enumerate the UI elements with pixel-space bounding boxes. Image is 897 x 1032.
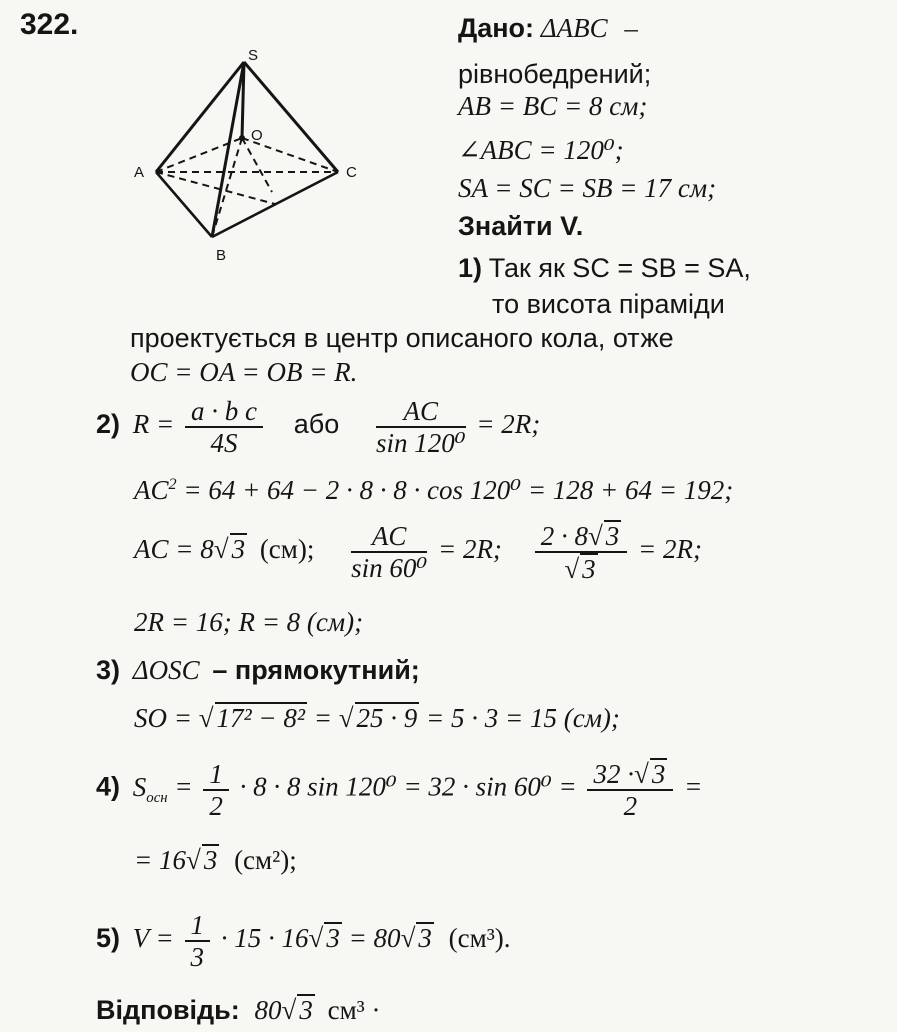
step5-frac (185, 910, 211, 972)
step2-line2 (134, 474, 733, 506)
step3-mid-eq: = (313, 703, 332, 733)
step1-line2: то висота піраміди (492, 289, 725, 319)
label-o: O (251, 127, 263, 144)
step3-line2: SO = √ 17² − 8² = √ 25 · 9 = 5 · 3 = 15 (см); (134, 703, 620, 733)
step2-line2-rhs: = 64 + 64 − 2 · 8 · 8 · cos 120⁰ = 128 + 64 = 192; (183, 475, 734, 505)
answer-unit: см³ · (327, 995, 381, 1025)
step4-frac-den: 2 (209, 790, 223, 821)
step2-ac-unit: (см); (259, 534, 315, 565)
step2-line2-lhs: AC (134, 475, 169, 505)
step1-line3: проектується в центр описаного кола, отже (130, 323, 674, 353)
step4-frac2-num-a: 32 · (593, 759, 634, 789)
step5-mid: · 15 · 16 (220, 923, 309, 954)
step3-text: – прямокутний; (212, 655, 420, 685)
step2-ac-rad: 3 (231, 534, 246, 565)
given-dash: – (624, 13, 638, 43)
step2-eq4: = 2R; (638, 534, 702, 565)
step3-so-rhs: = 5 · 3 = 15 (см); (426, 703, 620, 733)
given-find: Знайти V. (458, 211, 584, 241)
step2-line4: 2R = 16; R = 8 (см); (134, 607, 364, 637)
step2-or: або (293, 409, 340, 440)
step4-frac (203, 759, 229, 821)
label-s: S (248, 47, 259, 64)
segment-a-mid-bc (156, 172, 275, 204)
step2-frac4-num-a: 2 · 8 (540, 521, 588, 551)
given-angle: ∠ABC = 120⁰; (458, 135, 624, 165)
label-c: C (346, 164, 357, 181)
answer-value: 80 (254, 995, 282, 1025)
step4-s: S (132, 771, 147, 802)
edge-sa (156, 62, 244, 172)
step2-line1 (96, 396, 540, 458)
step4-s-sub: осн (146, 790, 168, 807)
step5-rad1: 3 (326, 923, 340, 954)
given-heading: Дано: (458, 13, 535, 43)
step2-frac2-den: sin 120⁰ (375, 428, 466, 458)
step5-rad2: 3 (418, 923, 432, 954)
given-isosceles: рівнобедрений; (458, 59, 652, 89)
step5-eq: = 80 (348, 923, 401, 954)
answer-line: Відповідь: 80√ 3 см³ · (96, 995, 381, 1025)
step5-unit: (см³). (448, 923, 511, 954)
step2-frac2-num: AC (376, 396, 466, 428)
given-triangle: ΔABC (540, 13, 608, 43)
given-heading-line (458, 12, 638, 44)
label-b: B (216, 247, 227, 264)
step4-line2-rad: 3 (203, 845, 218, 875)
step2-line2-exp: 2 (168, 475, 177, 493)
step3-so-lhs: SO = (134, 703, 192, 733)
step2-eq3: = 2R; (437, 534, 502, 565)
step1-line1 (458, 252, 751, 284)
given-sides: AB = BC = 8 см; (458, 91, 648, 121)
step2-frac3-den: sin 60⁰ (351, 553, 428, 583)
edge-bc (212, 172, 338, 237)
step2-frac4-num-rad: 3 (605, 521, 620, 551)
step1-line4: OC = OA = OB = R. (130, 357, 358, 387)
step2-frac3-num: AC (351, 521, 427, 553)
step2-frac3 (351, 521, 427, 583)
step2-frac1-num: a · b c (185, 396, 263, 428)
center-point (239, 135, 245, 141)
step4-num: 4) (96, 771, 121, 802)
step2-frac2 (376, 396, 466, 458)
step2-frac4: $\frac{2 \cdot 8√ 3}{√ 3}$ (535, 520, 628, 584)
step2-frac1-den: 4S (210, 428, 238, 458)
step2-frac1 (185, 396, 263, 458)
edge-so (242, 62, 244, 138)
edge-sb (212, 62, 244, 237)
step4-mid: · 8 · 8 sin 120⁰ = 32 · sin 60⁰ = (239, 771, 577, 802)
problem-number: 322. (20, 8, 79, 41)
step1-num: 1) (458, 253, 483, 283)
edge-ab (156, 172, 212, 237)
step4-frac2-den: 2 (623, 791, 638, 821)
answer-label: Відповідь: (96, 995, 240, 1025)
step3-rad1: 17² − 8² (216, 703, 305, 733)
step4-tail: = (684, 771, 703, 802)
step5-frac-num: 1 (185, 910, 211, 942)
step4-eq: = (174, 771, 193, 802)
step3-tri: ΔOSC (132, 655, 200, 685)
step5-frac-den: 3 (190, 942, 204, 972)
step4-line2-unit: (см²); (234, 845, 297, 875)
step2-line3: AC = 8√ 3 (см); $\frac{AC}{\text{sin 60⁰}}$ = 2R; $\frac{2 \cdot 8√ 3}{√ 3}$ = 2R; (134, 521, 702, 584)
pyramid-figure (120, 40, 380, 270)
step5-line: 5) V = $\frac{1}{3}$ · 15 · 16√ 3 = 80√ 3 (см³). (96, 910, 511, 972)
step1-text1: Так як SC = SB = SA, (488, 253, 751, 283)
step2-ac-lhs: AC = 8 (134, 534, 214, 565)
step2-num: 2) (96, 409, 121, 440)
step4-line2-a: = 16 (134, 845, 186, 875)
step4-line2: = 16√ 3 (см²); (134, 845, 297, 875)
step5-num: 5) (96, 923, 121, 954)
step2-r-eq: R = (132, 409, 175, 440)
step3-rad2: 25 · 9 (356, 703, 418, 733)
step4-frac-num: 1 (203, 759, 229, 791)
step2-frac4-den-rad: 3 (582, 554, 596, 584)
given-edges: SA = SC = SB = 17 см; (458, 173, 717, 203)
step2-eq-2r: = 2R; (476, 409, 541, 440)
step5-v-eq: V = (132, 923, 174, 954)
step4-line1 (96, 758, 702, 821)
label-a: A (134, 164, 145, 181)
step3-num: 3) (96, 655, 121, 685)
step3-line1 (96, 654, 420, 686)
step4-frac2-num-rad: 3 (651, 759, 666, 789)
step4-frac2: $\frac{32 \cdot√ 3}{2}$ (587, 758, 673, 821)
answer-rad: 3 (299, 995, 313, 1025)
